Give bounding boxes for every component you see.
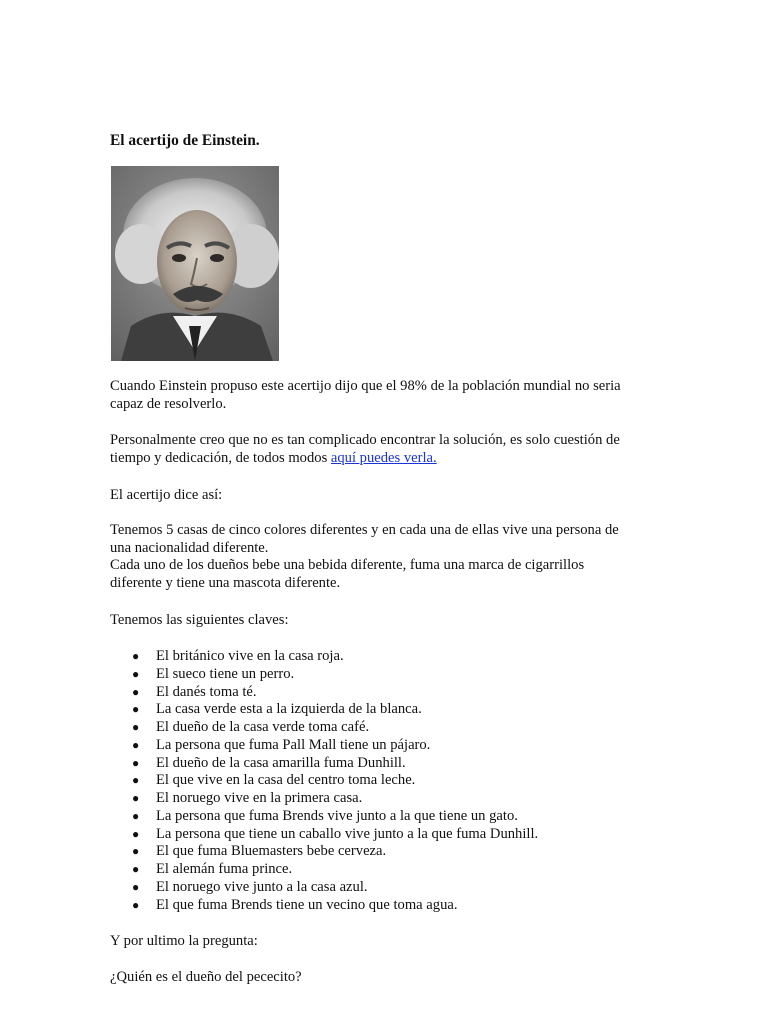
- clue-text: El dueño de la casa amarilla fuma Dunhill.: [156, 754, 406, 771]
- list-item: [110, 666, 538, 684]
- bullet-icon: ●: [132, 826, 140, 841]
- opinion-line-2-text: tiempo y dedicación, de todos modos: [110, 449, 331, 466]
- list-item: [110, 772, 538, 790]
- clue-text: El británico vive en la casa roja.: [156, 648, 344, 664]
- document-title: El acertijo de Einstein.: [110, 132, 260, 149]
- bullet-icon: ●: [132, 791, 140, 805]
- opinion-line-2: [110, 450, 670, 468]
- list-item: [110, 808, 538, 826]
- clues-list: [110, 648, 538, 914]
- question-intro: Y por ultimo la pregunta:: [110, 933, 258, 949]
- clues-heading: Tenemos las siguientes claves:: [110, 612, 289, 628]
- list-item: [110, 755, 538, 773]
- bullet-icon: ●: [132, 862, 140, 876]
- clue-text: El que vive en la casa del centro toma leche.: [156, 772, 416, 789]
- list-item: [110, 719, 538, 737]
- list-item: [110, 648, 538, 666]
- list-item: [110, 879, 538, 897]
- clue-text: El sueco tiene un perro.: [156, 665, 295, 682]
- intro-paragraph: [110, 378, 670, 413]
- bullet-icon: ●: [132, 702, 140, 717]
- clue-text: La persona que fuma Pall Mall tiene un pájaro.: [156, 736, 431, 753]
- bullet-icon: ●: [132, 773, 140, 788]
- clue-text: El noruego vive en la primera casa.: [156, 790, 363, 806]
- einstein-portrait: [111, 166, 279, 361]
- clue-text: El dueño de la casa verde toma café.: [156, 719, 370, 735]
- bullet-icon: ●: [132, 649, 140, 663]
- list-item: [110, 737, 538, 755]
- list-item: [110, 684, 538, 702]
- bullet-icon: ●: [132, 720, 140, 734]
- clue-text: El alemán fuma prince.: [156, 861, 293, 877]
- clue-text: La persona que tiene un caballo vive junto a la que fuma Dunhill.: [156, 825, 539, 842]
- bullet-icon: ●: [132, 684, 140, 699]
- solution-link[interactable]: aquí puedes verla.: [330, 449, 437, 466]
- list-item: [110, 826, 538, 844]
- list-item: [110, 843, 538, 861]
- bullet-icon: ●: [132, 737, 140, 752]
- bullet-icon: ●: [132, 808, 140, 823]
- final-question: ¿Quién es el dueño del pececito?: [110, 969, 302, 985]
- bullet-icon: ●: [132, 755, 140, 770]
- portrait-illustration: [111, 166, 279, 361]
- clue-text: El danés toma té.: [156, 683, 257, 700]
- setup-line-1: Tenemos 5 casas de cinco colores diferentes y en cada una de ellas vive una persona de: [110, 522, 619, 538]
- intro-line-2: capaz de resolverlo.: [110, 395, 227, 412]
- clue-text: La casa verde esta a la izquierda de la blanca.: [156, 701, 422, 718]
- setup-line-4: diferente y tiene una mascota diferente.: [110, 574, 341, 591]
- bullet-icon: ●: [132, 844, 140, 859]
- opinion-line-1: Personalmente creo que no es tan complicado encontrar la solución, es solo cuestión de: [110, 432, 620, 448]
- clue-text: El que fuma Bluemasters bebe cerveza.: [156, 843, 387, 860]
- clue-text: El noruego vive junto a la casa azul.: [156, 878, 368, 895]
- bullet-icon: ●: [132, 897, 140, 912]
- intro-line-1: Cuando Einstein propuso este acertijo dijo que el 98% de la población mundial no seria: [110, 378, 621, 394]
- riddle-intro: El acertijo dice así:: [110, 487, 223, 503]
- list-item: [110, 701, 538, 719]
- bullet-icon: ●: [132, 879, 140, 894]
- list-item: [110, 790, 538, 808]
- setup-line-2: una nacionalidad diferente.: [110, 539, 269, 556]
- clue-text: La persona que fuma Brends vive junto a la que tiene un gato.: [156, 807, 518, 824]
- setup-line-3: Cada uno de los dueños bebe una bebida diferente, fuma una marca de cigarrillos: [110, 557, 585, 574]
- list-item: [110, 861, 538, 879]
- clue-text: El que fuma Brends tiene un vecino que toma agua.: [156, 896, 458, 913]
- bullet-icon: ●: [132, 666, 140, 681]
- list-item: [110, 897, 538, 915]
- setup-paragraph: [110, 522, 670, 592]
- opinion-paragraph: [110, 432, 670, 467]
